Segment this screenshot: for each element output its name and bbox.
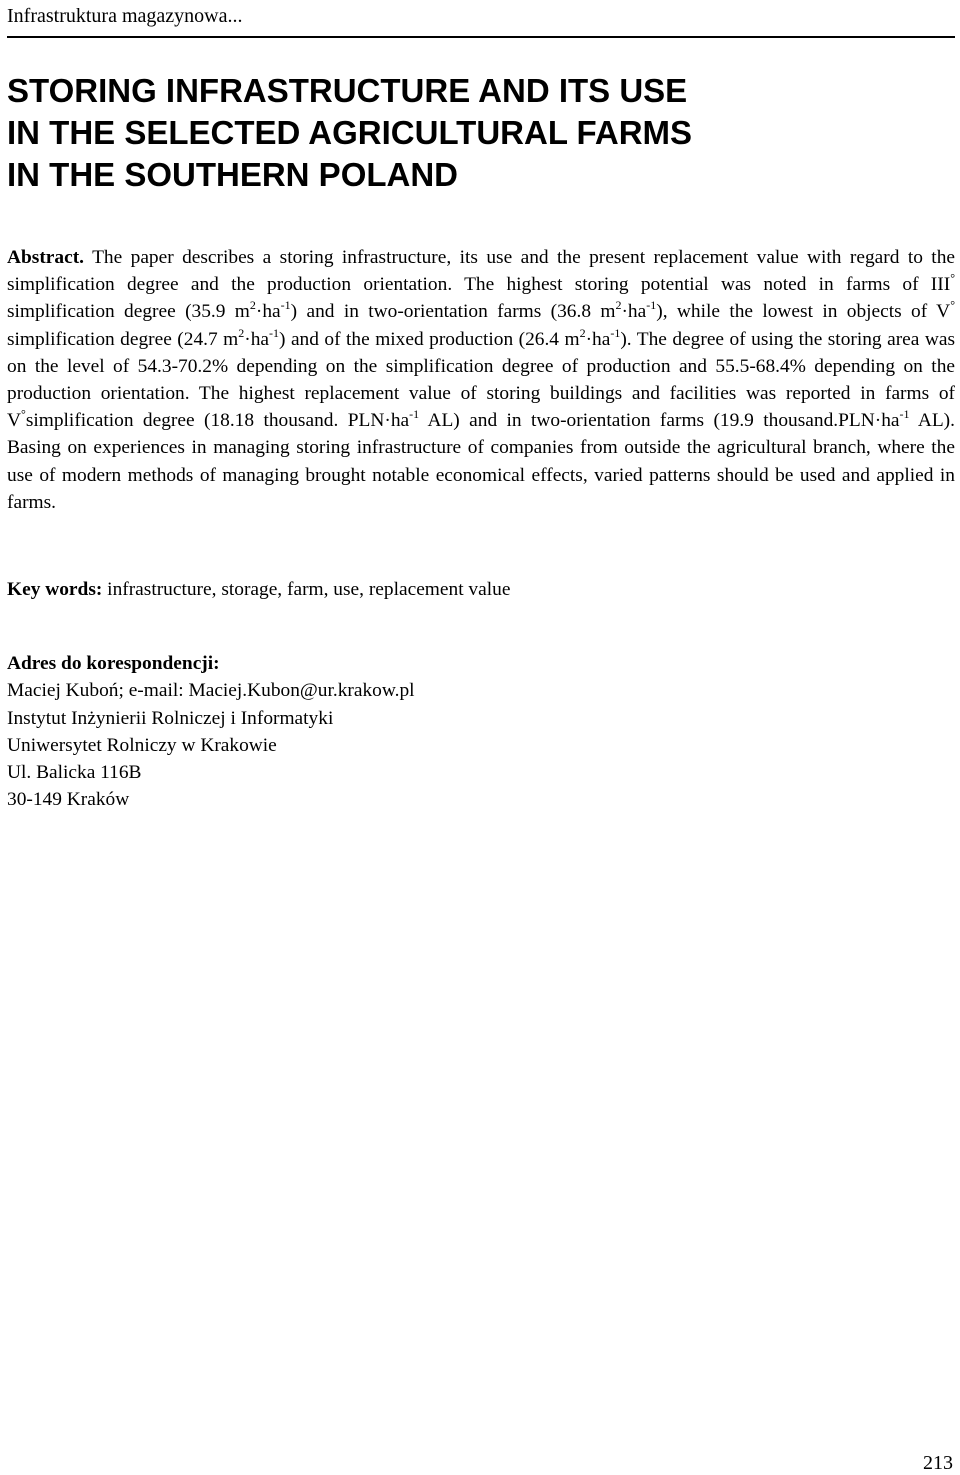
abstract-text: ) and of the mixed production (26.4 m [279,328,580,350]
abstract-text: ). The degree of using the storing area was on the level of 54.3-70.2% depending on the simplification degree of production and 55.5-68.4% depending on the production orientation. The highest replacement value of storing buildings and facilities was reported in farms of V [7,328,955,432]
superscript: -1 [610,325,621,340]
abstract-text: The paper describes a storing infrastructure, its use and the present replacement value with regard to the simplification degree and the production orientation. The highest storing potential was noted in farms of III [7,247,955,296]
title-line: IN THE SOUTHERN POLAND [7,156,459,193]
superscript: -1 [646,298,657,313]
degree-mark: ° [21,407,26,422]
address-line: 30-149 Kraków [7,789,130,811]
address-line: Instytut Inżynierii Rolniczej i Informatyki [7,707,334,729]
abstract-text: ) and in two-orientation farms (36.8 m [290,301,616,323]
correspondence-address [7,650,415,814]
unit-text: ·ha [585,328,611,350]
abstract-text: simplification degree (35.9 m [7,301,250,323]
abstract [7,244,955,516]
superscript: -1 [269,325,280,340]
degree-mark: ° [950,271,955,286]
address-heading: Adres do korespondencji: [7,653,220,674]
superscript: -1 [280,298,291,313]
unit-text: ·ha [255,301,281,323]
abstract-text: AL). Basing on experiences in managing storing infrastructure of companies from outside the agricultural branch, where the use of modern methods of managing brought notable economical effects, varied patterns should be used and applied in farms. [7,410,955,513]
keywords-label: Key words: [7,579,103,600]
superscript: 2 [249,298,256,313]
abstract-text: AL) and in two-orientation farms (19.9 thousand.PLN [419,410,875,432]
unit-text: ·ha [244,328,270,350]
address-line: Maciej Kuboń; e-mail: Maciej.Kubon@ur.krakow.pl [7,680,415,702]
superscript: -1 [899,407,910,422]
abstract-text: ), while the lowest in objects of V [656,301,951,323]
unit-text: ·ha [874,410,900,432]
abstract-text: simplification degree (24.7 m [7,328,239,350]
unit-text: ·ha [621,301,647,323]
address-line: Ul. Balicka 116B [7,762,142,784]
title-line: STORING INFRASTRUCTURE AND ITS USE [7,72,688,109]
unit-text: ·ha [384,410,410,432]
abstract-label: Abstract. [7,247,85,268]
running-head: Infrastruktura magazynowa... [7,5,243,27]
header-rule [7,36,955,38]
superscript: 2 [579,325,586,340]
superscript: 2 [615,298,622,313]
superscript: 2 [238,325,245,340]
title-line: IN THE SELECTED AGRICULTURAL FARMS [7,114,693,151]
keywords [7,576,510,603]
address-line: Uniwersytet Rolniczy w Krakowie [7,734,277,756]
keywords-text: infrastructure, storage, farm, use, replacement value [102,579,511,600]
superscript: -1 [409,407,420,422]
paper-page [7,0,955,1475]
paper-title [7,70,692,196]
degree-mark: ° [950,298,955,313]
abstract-text: simplification degree (18.18 thousand. PLN [25,410,385,432]
page-number: 213 [923,1452,953,1474]
